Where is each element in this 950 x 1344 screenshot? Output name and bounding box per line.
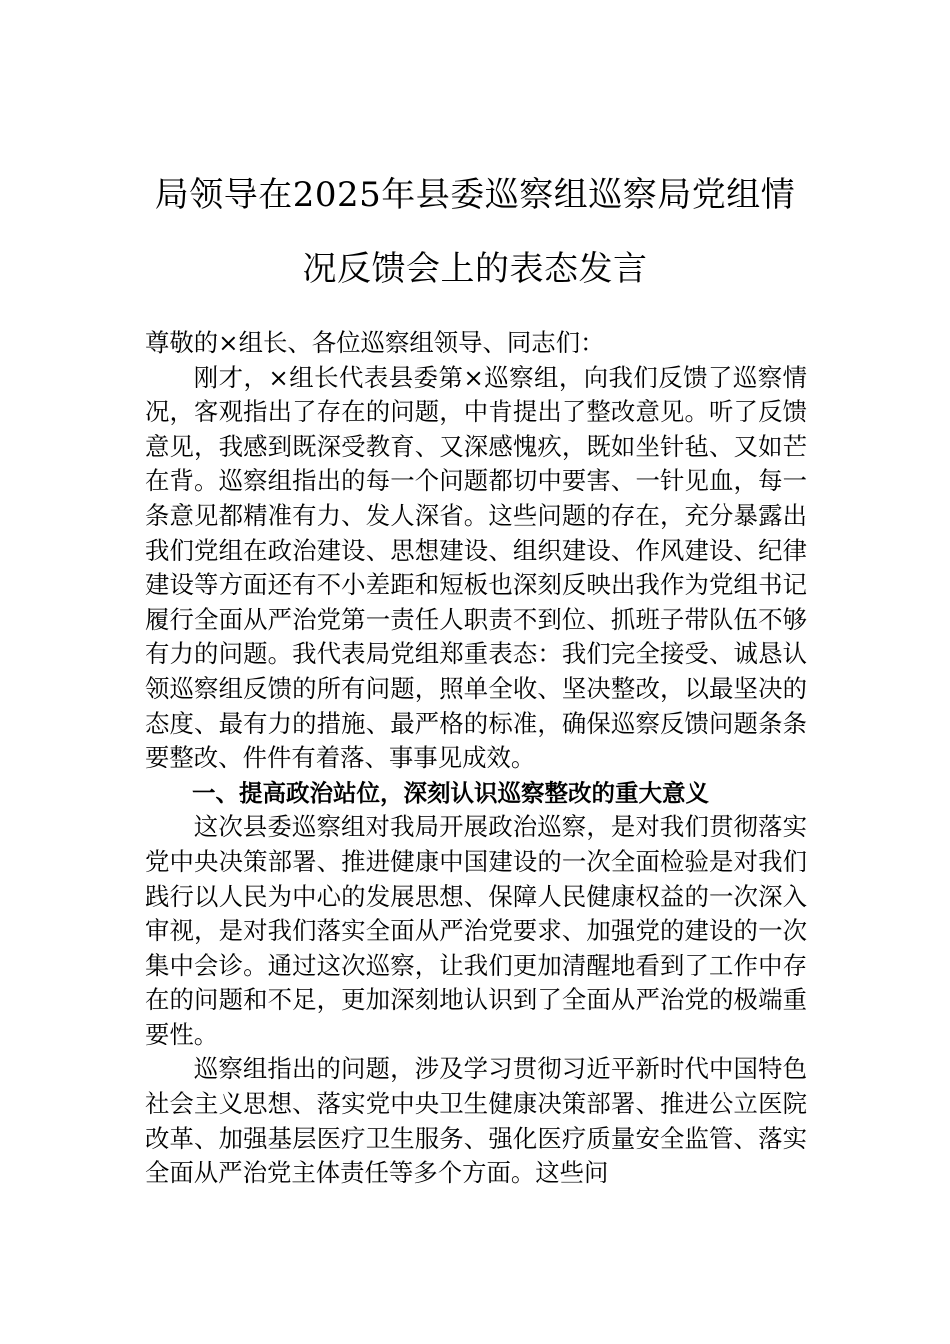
document-title [130, 158, 820, 306]
paragraph-1: 刚才，×组长代表县委第×巡察组，向我们反馈了巡察情况，客观指出了存在的问题，中肯提出了整改意见。听了反馈意见，我感到既深受教育、又深感愧疚，既如坐针毡、又如芒在背。巡察组指出的每一个问题都切中要害、一针见血，每一条意见都精准有力、发人深省。这些问题的存在，充分暴露出我们党组在政治建设、思想建设、组织建设、作风建设、纪律建设等方面还有不小差距和短板也深刻反映出我作为党组书记履行全面从严治党第一责任人职责不到位、抓班子带队伍不够有力的问题。我代表局党组郑重表态：我们完全接受、诚恳认领巡察组反馈的所有问题，照单全收、坚决整改，以最坚决的态度、最有力的措施、最严格的标准，确保巡察反馈问题条条要整改、件件有着落、事事见成效。 [145, 362, 807, 773]
document-body [145, 326, 807, 1191]
section-heading-1: 一、提高政治站位，深刻认识巡察整改的重大意义 [192, 778, 709, 807]
title-line-1: 局领导在2025年县委巡察组巡察局党组情 [154, 175, 796, 215]
salutation: 尊敬的×组长、各位巡察组领导、同志们： [145, 328, 605, 357]
paragraph-2: 这次县委巡察组对我局开展政治巡察，是对我们贯彻落实党中央决策部署、推进健康中国建设的一次全面检验是对我们践行以人民为中心的发展思想、保障人民健康权益的一次深入审视，是对我们落实全面从严治党要求、加强党的建设的一次集中会诊。通过这次巡察，让我们更加清醒地看到了工作中存在的问题和不足，更加深刻地认识到了全面从严治党的极端重要性。 [145, 812, 807, 1049]
paragraph-3: 巡察组指出的问题，涉及学习贯彻习近平新时代中国特色社会主义思想、落实党中央卫生健康决策部署、推进公立医院改革、加强基层医疗卫生服务、强化医疗质量安全监管、落实全面从严治党主体责任等多个方面。这些问 [145, 1054, 807, 1188]
title-line-2: 况反馈会上的表态发言 [302, 249, 648, 289]
